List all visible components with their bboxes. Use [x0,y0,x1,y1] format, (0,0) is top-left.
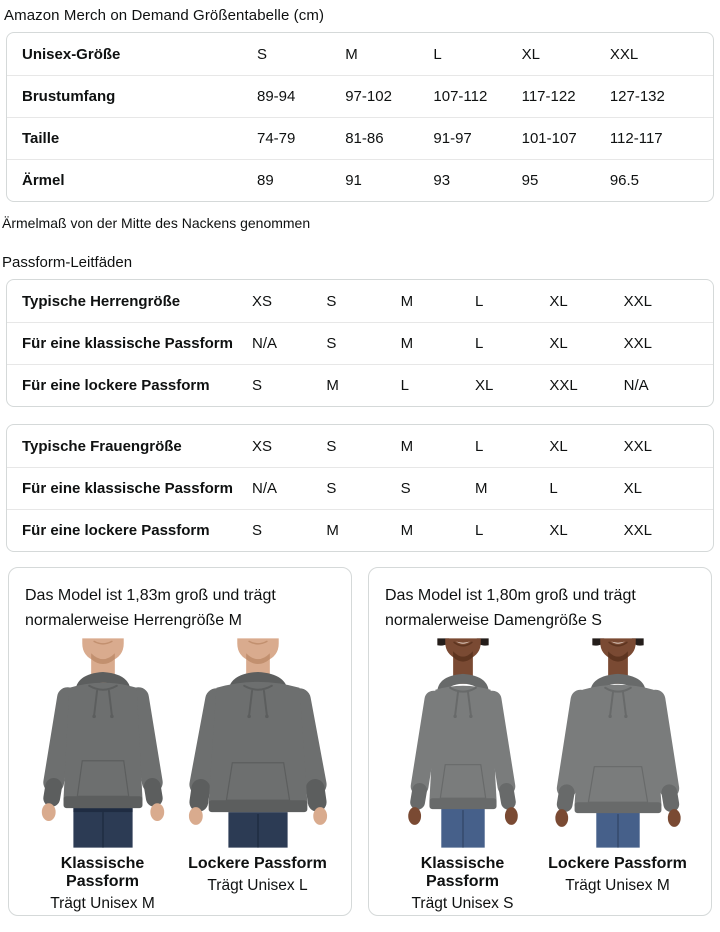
cell-value: L [474,522,484,539]
cell-value: M [474,480,488,497]
table-row [7,425,713,467]
cell-value: 101-107 [521,130,577,147]
unisex-size-table [6,32,714,202]
male-model-description: Das Model ist 1,83m groß und trägt normalerweise Herrengröße M [25,587,276,629]
row-label: Brustumfang [22,88,116,105]
cell-value: 91 [345,172,362,189]
male-loose-hoodie-photo [183,638,333,848]
cell-value: XXL [549,377,578,394]
worn-size-label: Trägt Unisex S [411,895,514,912]
cell-value: M [400,335,414,352]
worn-size-label: Trägt Unisex L [207,877,308,894]
cell-value: S [252,377,263,394]
row-label: Für eine lockere Passform [22,522,210,539]
cell-value: N/A [623,377,649,394]
size-column-l: L [433,45,442,63]
female-model-description: Das Model ist 1,80m groß und trägt normalerweise Damengröße S [385,587,636,629]
cell-value: L [400,377,409,394]
table-header-row [7,33,713,75]
cell-value: XL [474,377,494,394]
female-loose-fit-figure [540,638,695,913]
male-classic-fit-figure [25,638,180,913]
cell-value: 74-79 [257,130,296,147]
cell-value: M [400,292,414,310]
cell-value: 97-102 [345,88,392,105]
cell-value: XXL [623,437,652,455]
fit-type-label: Lockere Passform [188,855,327,872]
cell-value: 107-112 [433,88,488,105]
male-figures [25,638,335,913]
size-guide-page [0,7,720,916]
cell-value: XL [549,437,568,455]
cell-value: M [400,437,414,455]
page-title: Amazon Merch on Demand Größentabelle (cm) [4,7,325,24]
cell-value: S [326,480,337,497]
female-model-card [368,567,712,916]
model-cards-row [8,567,712,916]
size-column-m: M [345,45,358,63]
table-row [7,322,713,364]
row-label: Ärmel [22,172,65,189]
mens-fit-table [6,279,714,407]
female-figures [385,638,695,913]
table-row [7,280,713,322]
cell-value: M [326,377,339,394]
female-classic-fit-figure [385,638,540,913]
row-label: Taille [22,130,60,147]
male-classic-hoodie-photo [28,638,178,848]
size-column-xxl: XXL [609,45,639,63]
fit-type-label: Klassische Passform [420,855,505,890]
table-row [7,467,713,509]
row-label: Für eine klassische Passform [22,335,233,352]
table-row [7,509,713,551]
cell-value: M [400,522,414,539]
cell-value: XL [623,480,642,497]
sleeve-measure-footnote: Ärmelmaß von der Mitte des Nackens genommen [2,215,311,231]
row-label: Für eine klassische Passform [22,480,233,497]
cell-value: 89 [257,172,274,189]
cell-value: XL [549,522,568,539]
fit-type-label: Lockere Passform [548,855,687,872]
cell-value: 81-86 [345,130,384,147]
row-label: Typische Frauengröße [22,437,182,455]
cell-value: XXL [623,292,652,310]
male-model-card [8,567,352,916]
size-column-s: S [257,45,268,63]
cell-value: 112-117 [609,130,663,147]
fit-guides-heading: Passform-Leitfäden [2,254,133,271]
cell-value: L [474,292,484,310]
cell-value: 117-122 [521,88,576,105]
cell-value: XS [252,292,273,310]
worn-size-label: Trägt Unisex M [50,895,155,912]
cell-value: S [326,292,337,310]
cell-value: XL [549,292,568,310]
female-classic-hoodie-photo [388,638,538,848]
cell-value: XL [549,335,568,352]
table-row-chest [7,75,713,117]
cell-value: S [400,480,411,497]
cell-value: 89-94 [257,88,296,105]
male-loose-fit-figure [180,638,335,913]
cell-value: XXL [623,335,652,352]
cell-value: L [474,437,484,455]
table-row-waist [7,117,713,159]
size-table-header-label: Unisex-Größe [22,45,121,63]
cell-value: XXL [623,522,652,539]
cell-value: N/A [252,480,278,497]
cell-value: 127-132 [609,88,665,105]
cell-value: L [474,335,484,352]
cell-value: S [326,437,337,455]
cell-value: 95 [521,172,539,189]
fit-type-label: Klassische Passform [60,855,145,890]
female-loose-hoodie-photo [543,638,693,848]
cell-value: L [549,480,558,497]
cell-value: 91-97 [433,130,472,147]
row-label: Für eine lockere Passform [22,377,210,394]
cell-value: S [326,335,337,352]
cell-value: XS [252,437,273,455]
cell-value: M [326,522,339,539]
womens-fit-table [6,424,714,552]
table-row [7,364,713,406]
row-label: Typische Herrengröße [22,292,181,310]
worn-size-label: Trägt Unisex M [565,877,670,894]
cell-value: S [252,522,263,539]
cell-value: N/A [252,335,278,352]
cell-value: 96.5 [609,172,640,189]
cell-value: 93 [433,172,451,189]
table-row-sleeve [7,159,713,201]
size-column-xl: XL [521,45,540,63]
